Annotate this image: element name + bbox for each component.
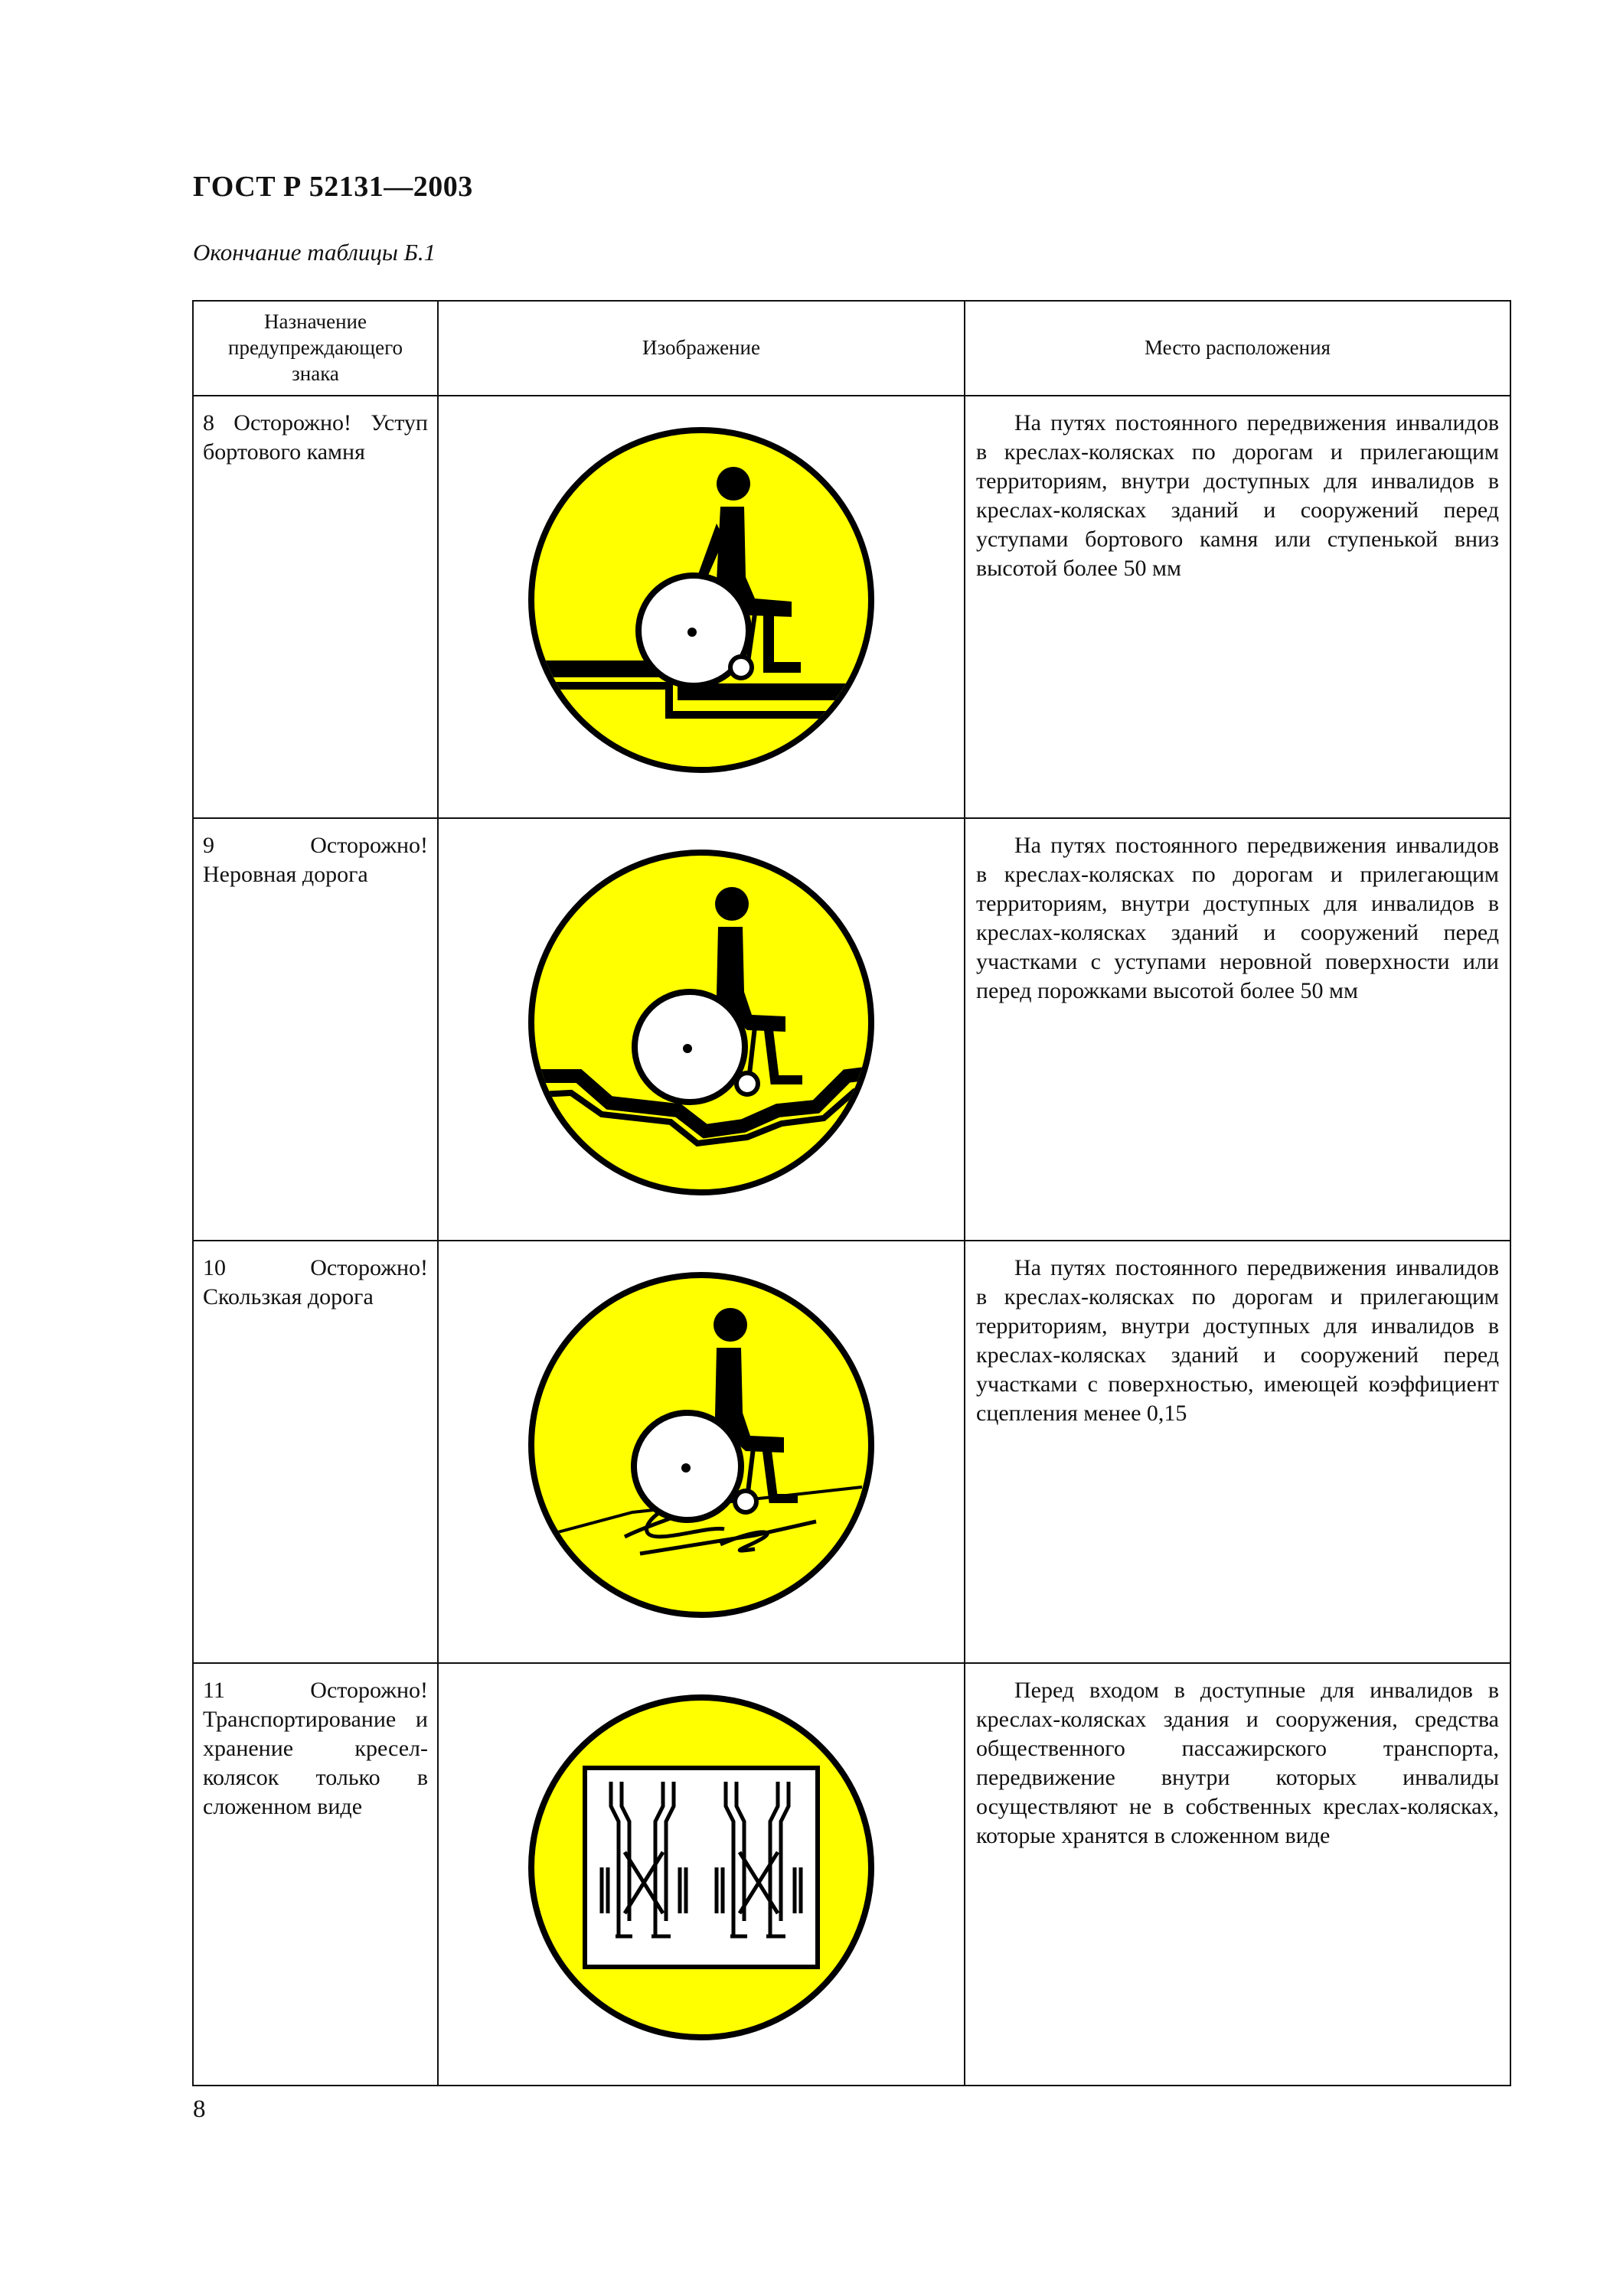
table-row — [193, 1241, 1510, 1663]
table-caption: Окончание таблицы Б.1 — [193, 239, 436, 266]
header-location: Место расположения — [965, 301, 1510, 396]
wheelchair-curb-step-icon — [525, 424, 877, 776]
sign-purpose: 9 Осторожно! Неровная дорога — [193, 818, 438, 1241]
sign-image-cell — [438, 1241, 965, 1663]
sign-location: Перед входом в доступные для инвалидов в креслах-колясках здания и сооружения, средства общественного пассажирского транспорта, передвижение внутри которых инвалиды осуществляют не в собственных креслах-колясках, которые хранятся в сложенном виде — [965, 1663, 1510, 2086]
warning-signs-table — [192, 300, 1511, 2086]
sign-purpose: 8 Осторожно! Уступ бортового камня — [193, 396, 438, 818]
sign-purpose: 10 Осторожно! Скользкая дорога — [193, 1241, 438, 1663]
table-row — [193, 1663, 1510, 2086]
sign-purpose: 11 Осторожно! Транспортирование и хранение кресел-колясок только в сложенном виде — [193, 1663, 438, 2086]
sign-location: На путях постоянного передвижения инвалидов в креслах-колясках по дорогам и прилегающим территориям, внутри доступных для инвалидов в креслах-колясках зданий и сооружений перед участками с уступами неровной поверхности или перед порожками высотой более 50 мм — [965, 818, 1510, 1241]
folded-wheelchairs-icon — [525, 1691, 877, 2043]
table-row — [193, 396, 1510, 818]
page-number: 8 — [193, 2095, 206, 2123]
sign-image-cell — [438, 396, 965, 818]
wheelchair-uneven-road-icon — [525, 846, 877, 1199]
header-purpose: Назначение предупреждающего знака — [193, 301, 438, 396]
sign-image-cell — [438, 818, 965, 1241]
table-row — [193, 818, 1510, 1241]
sign-location: На путях постоянного передвижения инвалидов в креслах-колясках по дорогам и прилегающим территориям, внутри доступных для инвалидов в креслах-колясках зданий и сооружений перед участками с поверхностью, имеющей коэффициент сцепления менее 0,15 — [965, 1241, 1510, 1663]
sign-location: На путях постоянного передвижения инвалидов в креслах-колясках по дорогам и прилегающим территориям, внутри доступных для инвалидов в креслах-колясках зданий и сооружений перед уступами бортового камня или ступенькой вниз высотой более 50 мм — [965, 396, 1510, 818]
table-header-row — [193, 301, 1510, 396]
document-code: ГОСТ Р 52131—2003 — [193, 171, 473, 203]
wheelchair-slippery-road-icon — [525, 1269, 877, 1621]
header-image: Изображение — [438, 301, 965, 396]
sign-image-cell — [438, 1663, 965, 2086]
